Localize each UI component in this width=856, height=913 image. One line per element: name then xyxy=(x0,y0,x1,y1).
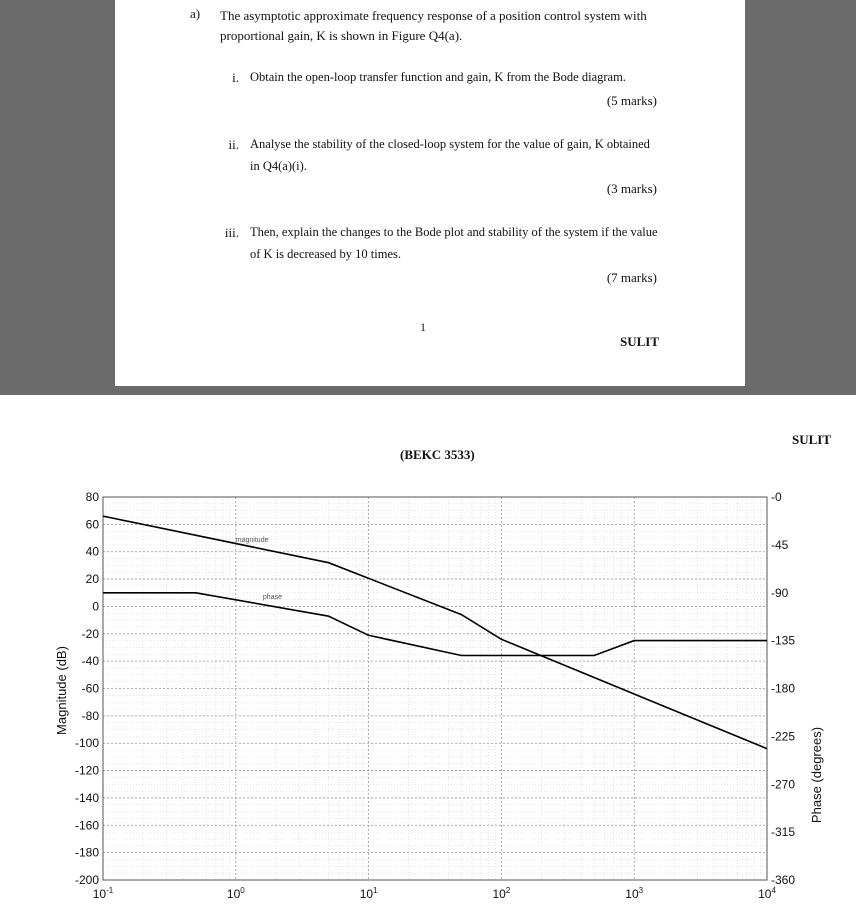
y-tick-label-left: -140 xyxy=(74,790,99,805)
y-tick-label-left: -100 xyxy=(74,736,99,751)
right-axis-ticks xyxy=(771,490,795,887)
part-text-iii: Then, explain the changes to the Bode plot and stability of the system if the value of K is decreased by 10 times. xyxy=(250,225,658,261)
page-number: 1 xyxy=(420,320,426,334)
y-tick-label-right: -360 xyxy=(771,873,796,887)
y-tick-label-right: -315 xyxy=(771,825,796,840)
part-number-i: i. xyxy=(232,70,239,85)
x-tick-label: $10^2$ xyxy=(492,886,511,901)
part-marks-ii: (3 marks) xyxy=(606,181,657,196)
y-tick-label-left: -180 xyxy=(74,845,99,860)
y-tick-label-right: -135 xyxy=(771,633,796,648)
x-tick-label: $10^1$ xyxy=(359,886,378,901)
y-tick-label-left: 20 xyxy=(85,572,99,587)
x-tick-label: $10^{-1}$ xyxy=(92,886,114,901)
question-letter: a) xyxy=(190,6,201,21)
y-tick-label-right: -90 xyxy=(771,585,789,600)
part-marks-i: (5 marks) xyxy=(606,93,657,108)
x-tick-label: $10^4$ xyxy=(758,886,776,901)
x-tick-label: $10^3$ xyxy=(625,886,644,901)
part-text-ii: Analyse the stability of the closed-loop system for the value of gain, K obtained in Q4(a)(i). xyxy=(250,137,650,173)
x-tick-label: $10^0$ xyxy=(226,886,245,901)
y-tick-label-left: 60 xyxy=(85,517,99,532)
part-number-iii: iii. xyxy=(224,225,239,240)
part-number-ii: ii. xyxy=(228,137,239,152)
series-label-magnitude: magnitude xyxy=(235,537,269,545)
y-tick-label-right: -225 xyxy=(771,729,796,744)
sulit-footer: SULIT xyxy=(620,334,660,349)
y-tick-label-left: -160 xyxy=(74,818,99,833)
y-tick-label-right: -270 xyxy=(771,777,796,792)
part-text-i: Obtain the open-loop transfer function and gain, K from the Bode diagram. xyxy=(250,70,626,84)
sulit-header: SULIT xyxy=(792,432,832,447)
y-tick-label-right: -0 xyxy=(771,490,782,504)
y-tick-label-left: -60 xyxy=(81,681,99,696)
y-axis-label-left: Magnitude (dB) xyxy=(54,646,69,735)
series-layer xyxy=(103,516,767,749)
y-tick-label-left: 80 xyxy=(85,490,99,504)
part-marks-iii: (7 marks) xyxy=(606,270,657,285)
y-tick-label-left: 0 xyxy=(92,599,99,614)
y-tick-label-left: -200 xyxy=(74,873,99,887)
question-intro: The asymptotic approximate frequency response of a position control system with proportional gain, K is shown in Figure Q4(a). xyxy=(220,8,647,43)
y-tick-label-left: -40 xyxy=(81,654,99,669)
left-axis-ticks xyxy=(75,490,99,887)
series-label-phase: phase xyxy=(262,594,282,602)
y-tick-label-left: -120 xyxy=(74,763,99,778)
y-tick-label-left: -80 xyxy=(81,708,99,723)
y-tick-label-left: 40 xyxy=(85,544,99,559)
series-line-phase xyxy=(103,593,767,656)
y-tick-label-right: -180 xyxy=(771,681,796,696)
x-axis-ticks xyxy=(93,886,777,901)
y-axis-label-right: Phase (degrees) xyxy=(809,726,824,824)
y-tick-label-right: -45 xyxy=(771,537,789,552)
course-code: (BEKC 3533) xyxy=(400,447,475,462)
series-line-magnitude xyxy=(103,516,767,749)
y-tick-label-left: -20 xyxy=(81,626,99,641)
